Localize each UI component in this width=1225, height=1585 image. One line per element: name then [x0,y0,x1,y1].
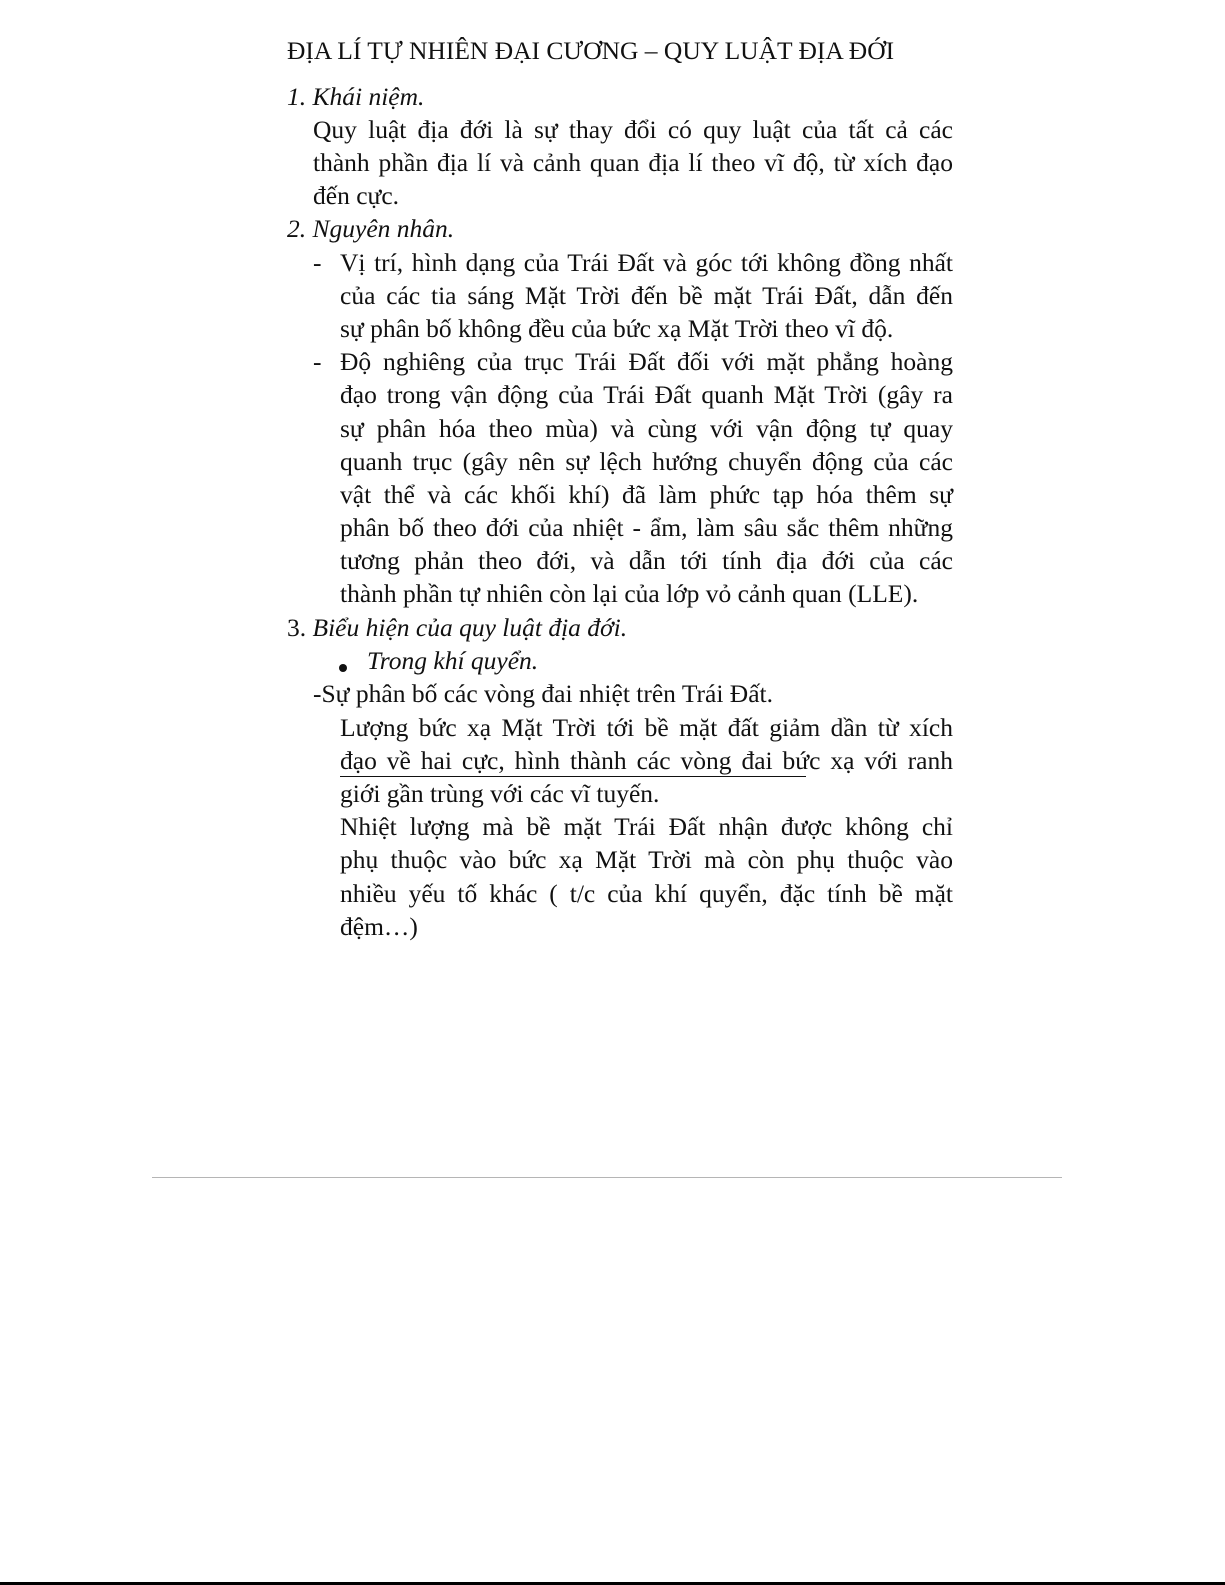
paragraph-2-line: phụ thuộc vào bức xạ Mặt Trời mà còn phụ thuộc vào [340,845,953,874]
paragraph-2-line: Nhiệt lượng mà bề mặt Trái Đất nhận được không chỉ [340,812,953,841]
section-3-number: 3. [287,613,307,642]
paragraph-1-line: Lượng bức xạ Mặt Trời tới bề mặt đất giảm dần từ xích [340,713,953,742]
section-1-heading: 1. Khái niệm. [287,82,425,111]
paragraph-2-line: đệm…) [340,912,418,941]
dash-marker: - [313,347,322,376]
dash-marker: - [313,248,322,277]
subheading: -Sự phân bố các vòng đai nhiệt trên Trái Đất. [313,679,773,708]
reason-2-line: vật thể và các khối khí) đã làm phức tạp hóa thêm sự [340,480,953,509]
reason-2-line: sự phân hóa theo mùa) và cùng với vận động tự quay [340,414,953,443]
section-1-line: Quy luật địa đới là sự thay đổi có quy luật của tất cả các [313,115,953,144]
section-1-line: đến cực. [313,181,400,210]
reason-2-line: tương phản theo đới, và dẫn tới tính địa đới của các [340,546,953,575]
paragraph-1-line: đạo về hai cực, hình thành các vòng đai bức xạ với ranh [340,746,953,775]
section-3-heading [287,611,627,644]
bullet-item: Trong khí quyển. [367,646,539,675]
paragraph-2-line: nhiều yếu tố khác ( t/c của khí quyển, đặc tính bề mặt [340,879,953,908]
reason-1-line: sự phân bố không đều của bức xạ Mặt Trời theo vĩ độ. [340,314,894,343]
reason-2-line: Độ nghiêng của trục Trái Đất đối với mặt phẳng hoàng [340,347,953,376]
page-title: ĐỊA LÍ TỰ NHIÊN ĐẠI CƯƠNG – QUY LUẬT ĐỊA ĐỚI [287,36,895,65]
reason-1-line: của các tia sáng Mặt Trời đến bề mặt Trái Đất, dẫn đến [340,281,953,310]
paragraph-1-line: giới gần trùng với các vĩ tuyến. [340,779,660,808]
reason-2-line: đạo trong vận động của Trái Đất quanh Mặt Trời (gây ra [340,380,953,409]
section-2-heading: 2. Nguyên nhân. [287,214,455,243]
reason-2-line: phân bố theo đới của nhiệt - ẩm, làm sâu sắc thêm những [340,513,953,542]
reason-1-line: Vị trí, hình dạng của Trái Đất và góc tới không đồng nhất [340,248,953,277]
reason-2-line: quanh trục (gây nên sự lệch hướng chuyển động của các [340,447,953,476]
section-1-line: thành phần địa lí và cảnh quan địa lí theo vĩ độ, từ xích đạo [313,148,953,177]
page-divider [152,1177,1062,1178]
reason-2-line: thành phần tự nhiên còn lại của lớp vỏ cảnh quan (LLE). [340,579,919,608]
section-3-title: Biểu hiện của quy luật địa đới. [312,613,628,642]
bullet-icon [339,664,347,672]
